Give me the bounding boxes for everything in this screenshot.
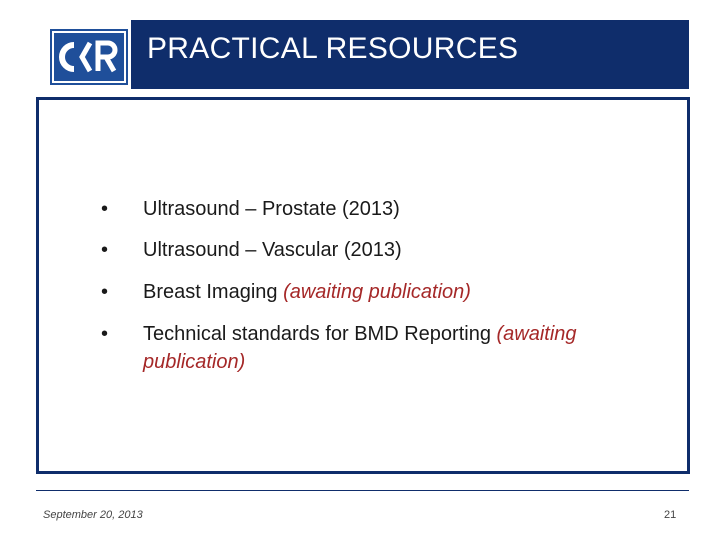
footer-divider <box>36 490 689 491</box>
bullet-icon: • <box>101 198 109 220</box>
footer-date: September 20, 2013 <box>43 509 143 521</box>
item-text: Ultrasound – Vascular (2013) <box>143 239 402 261</box>
page-title: PRACTICAL RESOURCES <box>147 32 519 65</box>
item-note: (awaiting publication) <box>143 323 577 373</box>
bullet-icon: • <box>101 239 109 261</box>
logo-box <box>36 20 131 89</box>
bullet-icon: • <box>101 323 109 345</box>
item-text: Technical standards for BMD Reporting <box>143 323 497 345</box>
bullet-icon: • <box>101 281 109 303</box>
car-logo-icon <box>52 31 126 83</box>
item-text: Ultrasound – Prostate (2013) <box>143 198 400 220</box>
item-note: (awaiting publication) <box>283 281 471 303</box>
item-text: Breast Imaging <box>143 281 284 303</box>
page-number: 21 <box>664 509 677 521</box>
